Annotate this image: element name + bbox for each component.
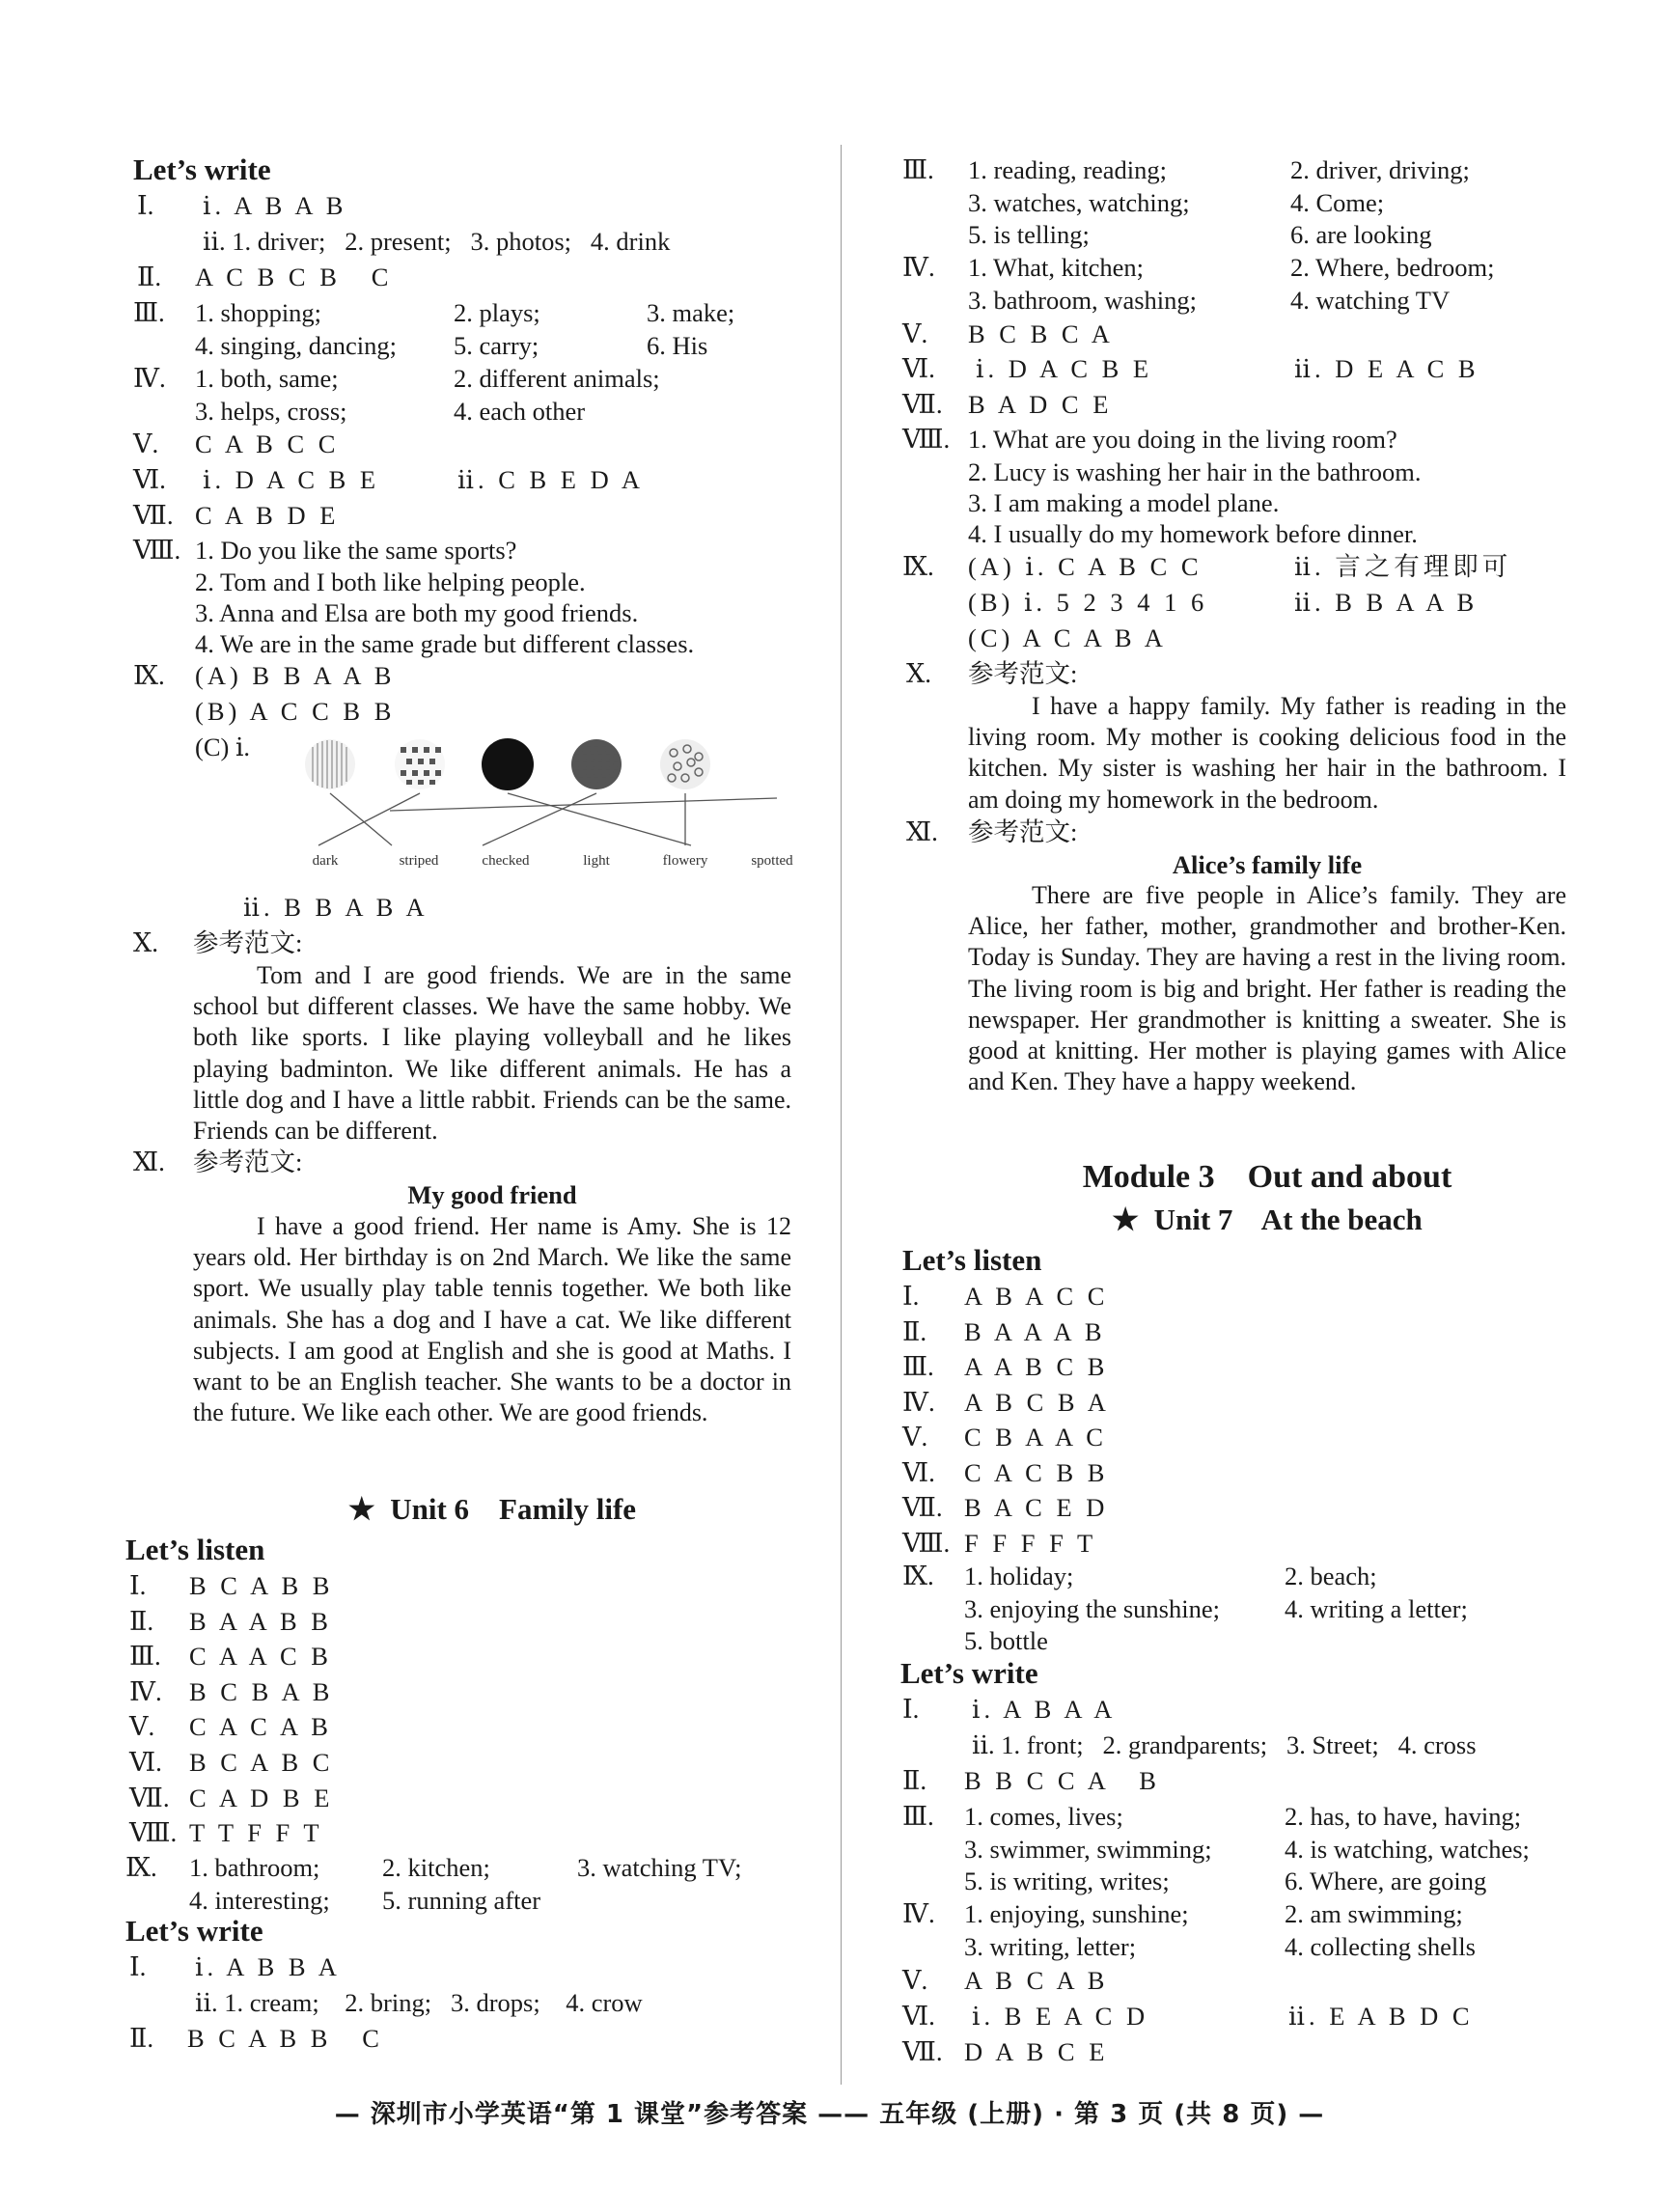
- answer: B B C C A B: [964, 1766, 1160, 1795]
- answer: (C) ⅰ.: [195, 733, 251, 761]
- item-number: Ⅺ.: [906, 817, 938, 846]
- section-title: Let’s listen: [125, 1533, 265, 1566]
- answer: C A B C C: [195, 429, 340, 458]
- answer: 1. What, kitchen;: [968, 253, 1145, 282]
- answer: 4. watching TV: [1290, 286, 1451, 315]
- essay-label: 参考范文:: [968, 817, 1078, 846]
- item-number: Ⅰ.: [902, 1695, 920, 1724]
- item-number: Ⅵ.: [129, 1748, 162, 1777]
- answer: (A) B B A A B: [195, 661, 396, 690]
- answer: 5. running after: [382, 1886, 541, 1915]
- item-number: Ⅰ.: [137, 191, 154, 220]
- essay-heading: Alice’s family life: [1172, 850, 1363, 879]
- answer: A B A C C: [964, 1282, 1109, 1311]
- answer: 4. Come;: [1290, 188, 1385, 217]
- answer: 3. watching TV;: [577, 1853, 742, 1882]
- column-divider: [841, 145, 842, 2085]
- answer: B C A B B C: [187, 2024, 383, 2053]
- answer: 5. is writing, writes;: [964, 1866, 1170, 1895]
- answer: 4. is watching, watches;: [1285, 1835, 1530, 1864]
- answer: 2. driver, driving;: [1290, 155, 1470, 184]
- item-number: Ⅵ.: [902, 2002, 935, 2031]
- section-title: Let’s write: [133, 152, 271, 186]
- pattern-matching-diagram: [290, 733, 811, 878]
- item-number: Ⅰ.: [902, 1282, 920, 1311]
- item-number: Ⅲ.: [902, 1802, 934, 1831]
- answer: 3. Anna and Elsa are both my good friends.: [195, 598, 639, 627]
- item-number: Ⅴ.: [133, 429, 159, 458]
- label-dark: dark: [312, 853, 339, 869]
- answer: ⅰ. A B A B: [203, 191, 347, 220]
- answer: C A C B B: [964, 1457, 1109, 1487]
- answer: 4. collecting shells: [1285, 1932, 1476, 1961]
- answer: A A B C B: [964, 1352, 1109, 1381]
- essay-text: Tom and I are good friends. We are in the same school but different classes. We have the same hobby. We both like sports. I like playing volleyball and he likes playing badminton. We like different animals. He has a little dog and I have a little rabbit. Friends can be the same. Friends can be different.: [193, 961, 791, 1146]
- essay-label: 参考范文:: [968, 659, 1078, 688]
- answer: 6. Where, are going: [1285, 1866, 1487, 1895]
- answer: 2. plays;: [454, 298, 540, 327]
- answer: 4. singing, dancing;: [195, 331, 398, 360]
- answer: ⅰ. B E A C D: [972, 2002, 1149, 2031]
- answer: ⅱ. B B A B A: [243, 893, 429, 922]
- answer: 1. Do you like the same sports?: [195, 536, 517, 565]
- answer: 1. holiday;: [964, 1562, 1074, 1590]
- answer: (C) A C A B A: [968, 623, 1167, 652]
- answer: 2. Lucy is washing her hair in the bathroom.: [968, 457, 1422, 486]
- answer: ⅰ. D A C B E: [976, 354, 1153, 383]
- answer: B A C E D: [964, 1493, 1109, 1522]
- item-number: Ⅱ.: [902, 1316, 927, 1346]
- answer: ⅰ. A B A A: [972, 1695, 1117, 1724]
- item-number: Ⅰ.: [129, 1952, 147, 1981]
- section-title: Let’s write: [900, 1656, 1038, 1690]
- answer: B C A B C: [189, 1748, 334, 1777]
- item-number: Ⅹ.: [906, 659, 931, 688]
- answer: 3. writing, letter;: [964, 1932, 1137, 1961]
- item-number: Ⅸ.: [902, 552, 934, 581]
- answer: (A) ⅰ. C A B C C: [968, 552, 1203, 581]
- answer: T T F F T: [189, 1818, 323, 1848]
- item-number: Ⅴ.: [902, 1966, 928, 1995]
- answer: ⅰ. D A C B E: [203, 465, 380, 494]
- page-footer: — 深圳市小学英语“第 1 课堂”参考答案 —— 五年级 (上册) · 第 3 页 (共 8 页) —: [334, 2100, 1325, 2129]
- item-number: Ⅲ.: [133, 298, 165, 327]
- unit-title: ★ Unit 7 At the beach: [1112, 1203, 1423, 1236]
- essay-text: I have a good friend. Her name is Amy. She is 12 years old. Her birthday is on 2nd March. We like the same sport. We usually play table tennis together. We both like animals. She has a dog and I have a cat. We like different subjects. I am good at English and she is good at Maths. I want to be an English teacher. She wants to be a doctor in the future. We like each other. We are good friends.: [193, 1212, 791, 1427]
- item-number: Ⅵ.: [902, 354, 935, 383]
- spotted-pattern-icon: [571, 739, 622, 789]
- item-number: Ⅴ.: [902, 319, 928, 348]
- answer: 2. has, to have, having;: [1285, 1802, 1522, 1831]
- pattern-labels: [313, 853, 793, 869]
- answer: A B C A B: [964, 1966, 1109, 1995]
- answer: B A A B B: [189, 1606, 332, 1636]
- label-checked: checked: [482, 853, 530, 869]
- essay-text: There are five people in Alice’s family. They are Alice, her father, mother, grandmother and brother-Ken. Today is Sunday. They are having a rest in the living room. The living room is big and bright. Her father is reading the newspaper. Her grandmother is knitting a sweater. She is good at knitting. Her mother is playing games with Alice and Ken. They have a happy weekend.: [968, 881, 1566, 1096]
- item-number: Ⅵ.: [133, 465, 166, 494]
- answer: 1. enjoying, sunshine;: [964, 1899, 1189, 1928]
- striped-pattern-icon: [305, 739, 355, 789]
- answer: 4. I usually do my homework before dinner.: [968, 519, 1418, 548]
- answer: ⅱ. C B E D A: [457, 465, 645, 494]
- essay-label: 参考范文:: [193, 1147, 303, 1176]
- unit-title: ★ Unit 6 Family life: [347, 1492, 637, 1526]
- answer: B C B A B: [189, 1676, 334, 1706]
- answer: C A C A B: [189, 1712, 332, 1742]
- answer: 1. comes, lives;: [964, 1802, 1123, 1831]
- item-number: Ⅷ.: [902, 425, 951, 454]
- answer: ⅱ. 1. driver; 2. present; 3. photos; 4. drink: [203, 227, 671, 256]
- item-number: Ⅶ.: [902, 1493, 943, 1522]
- answer: ⅱ. 1. cream; 2. bring; 3. drops; 4. crow: [195, 1988, 643, 2017]
- answer: ⅰ. A B B A: [195, 1952, 341, 1981]
- answer: 5. is telling;: [968, 220, 1090, 249]
- answer: C B A A C: [964, 1423, 1107, 1452]
- item-number: Ⅺ.: [133, 1147, 165, 1176]
- module-title: Module 3 Out and about: [1082, 1159, 1452, 1195]
- answer: 3. bathroom, washing;: [968, 286, 1197, 315]
- label-flowery: flowery: [662, 853, 708, 869]
- section-title: Let’s listen: [902, 1243, 1042, 1277]
- item-number: Ⅱ.: [137, 263, 162, 291]
- answer: A C B C B C: [195, 263, 393, 291]
- answer: 5. bottle: [964, 1626, 1048, 1655]
- item-number: Ⅶ.: [902, 390, 943, 419]
- answer: 6. are looking: [1290, 220, 1432, 249]
- item-number: Ⅲ.: [129, 1642, 161, 1672]
- answer: 4. interesting;: [189, 1886, 330, 1915]
- answer: 4. We are in the same grade but different classes.: [195, 629, 695, 658]
- answer: ⅱ. B B A A B: [1294, 588, 1479, 617]
- item-number: Ⅶ.: [129, 1783, 170, 1812]
- item-number: Ⅶ.: [902, 2037, 943, 2066]
- answer: 1. What are you doing in the living room?: [968, 425, 1397, 454]
- item-number: Ⅸ.: [133, 661, 165, 690]
- item-number: Ⅰ.: [129, 1571, 147, 1600]
- answer: 6. His: [647, 331, 708, 360]
- item-number: Ⅹ.: [133, 928, 158, 957]
- answer: 2. Where, bedroom;: [1290, 253, 1495, 282]
- item-number: Ⅸ.: [125, 1853, 157, 1882]
- answer: 3. swimmer, swimming;: [964, 1835, 1212, 1864]
- answer: 3. helps, cross;: [195, 397, 347, 426]
- item-number: Ⅳ.: [133, 364, 166, 393]
- answer: 2. different animals;: [454, 364, 660, 393]
- answer: 3. I am making a model plane.: [968, 488, 1280, 517]
- answer: 1. both, same;: [195, 364, 339, 393]
- answer: B A A A B: [964, 1316, 1106, 1346]
- item-number: Ⅷ.: [902, 1528, 951, 1558]
- answer: B C B C A: [968, 319, 1114, 348]
- dark-pattern-icon: [482, 738, 534, 790]
- answer: 1. reading, reading;: [968, 155, 1168, 184]
- item-number: Ⅴ.: [902, 1423, 928, 1452]
- answer: A B C B A: [964, 1387, 1110, 1417]
- item-number: Ⅳ.: [902, 1899, 935, 1928]
- item-number: Ⅴ.: [129, 1712, 155, 1742]
- answer: (B) A C C B B: [195, 697, 396, 726]
- answer: 4. writing a letter;: [1285, 1594, 1468, 1623]
- answer: 2. beach;: [1285, 1562, 1377, 1590]
- answer: C A B D E: [195, 501, 340, 530]
- label-striped: striped: [399, 853, 439, 869]
- essay-text: I have a happy family. My father is reading in the living room. My mother is cooking delicious food in the kitchen. My sister is washing her hair in the bathroom. I am doing my homework in the bedroom.: [968, 692, 1566, 814]
- item-number: Ⅷ.: [133, 536, 181, 565]
- answer: 2. Tom and I both like helping people.: [195, 567, 586, 596]
- answer: 3. enjoying the sunshine;: [964, 1594, 1220, 1623]
- answer: B A D C E: [968, 390, 1113, 419]
- section-title: Let’s write: [125, 1914, 263, 1948]
- item-number: Ⅳ.: [902, 1387, 935, 1417]
- item-number: Ⅶ.: [133, 501, 174, 530]
- item-number: Ⅵ.: [902, 1457, 935, 1487]
- item-number: Ⅸ.: [902, 1562, 934, 1590]
- label-spotted: spotted: [751, 853, 793, 869]
- answer: ⅱ. 言之有理即可: [1294, 552, 1512, 581]
- answer: D A B C E: [964, 2037, 1109, 2066]
- item-number: Ⅱ.: [129, 2024, 154, 2053]
- item-number: Ⅷ.: [129, 1818, 178, 1848]
- item-number: Ⅱ.: [129, 1606, 154, 1636]
- answer: 1. bathroom;: [189, 1853, 320, 1882]
- answer: 1. shopping;: [195, 298, 322, 327]
- answer: ⅱ. E A B D C: [1288, 2002, 1474, 2031]
- item-number: Ⅲ.: [902, 155, 934, 184]
- checked-pattern-icon: [395, 739, 445, 789]
- answer: C A A C B: [189, 1642, 332, 1672]
- essay-label: 参考范文:: [193, 928, 303, 957]
- answer: ⅱ. D E A C B: [1294, 354, 1479, 383]
- label-light: light: [583, 853, 610, 869]
- answer: 3. watches, watching;: [968, 188, 1190, 217]
- answer: ⅱ. 1. front; 2. grandparents; 3. Street; 4. cross: [972, 1730, 1477, 1759]
- answer: 3. make;: [647, 298, 735, 327]
- item-number: Ⅳ.: [129, 1676, 162, 1706]
- answer: C A D B E: [189, 1783, 334, 1812]
- essay-heading: My good friend: [407, 1180, 577, 1209]
- item-number: Ⅳ.: [902, 253, 935, 282]
- item-number: Ⅱ.: [902, 1766, 927, 1795]
- answer: 2. kitchen;: [382, 1853, 490, 1882]
- answer: 2. am swimming;: [1285, 1899, 1463, 1928]
- flowery-pattern-icon: [660, 739, 710, 789]
- answer: 5. carry;: [454, 331, 539, 360]
- answer: B C A B B: [189, 1571, 334, 1600]
- answer: F F F F T: [964, 1528, 1097, 1558]
- answer: (B) ⅰ. 5 2 3 4 1 6: [968, 588, 1208, 617]
- answer: 4. each other: [454, 397, 586, 426]
- item-number: Ⅲ.: [902, 1352, 934, 1381]
